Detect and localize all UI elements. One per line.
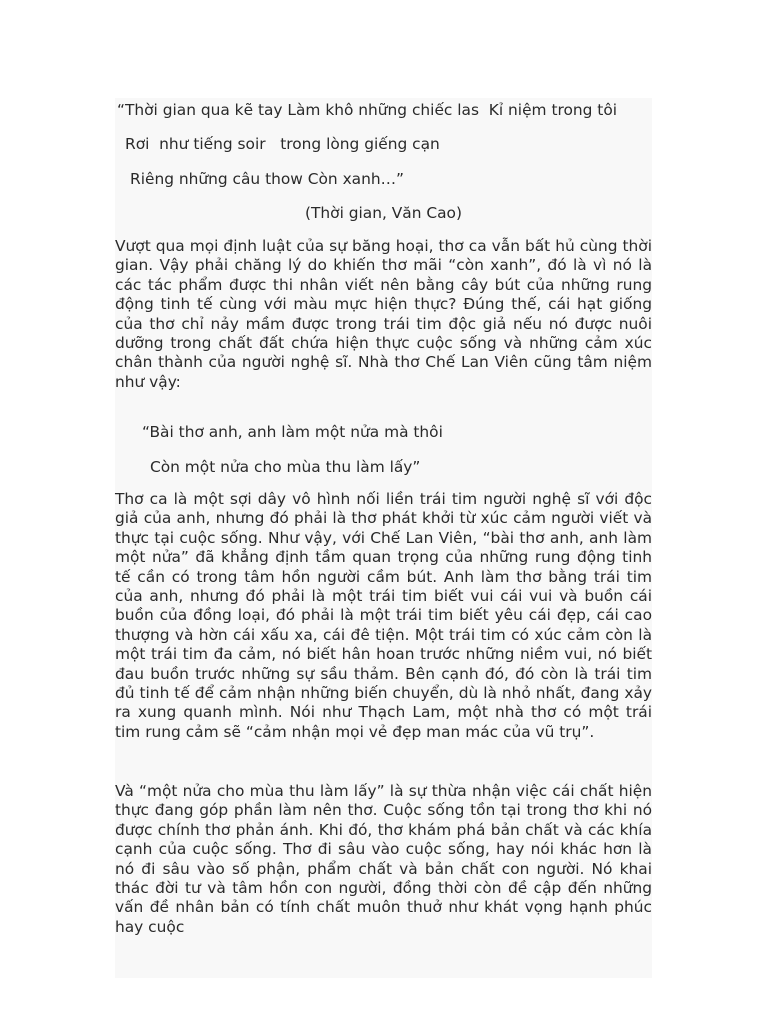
poem-line: Rơi như tiếng soir trong lòng giếng cạn	[125, 135, 440, 153]
body-paragraph: Thơ ca là một sợi dây vô hình nối liền trái tim người nghệ sĩ với độc giả của anh, nhưng đó phải là thơ phát khởi từ xúc cảm người viết và thực tại cuộc sống. Như vậy, với Chế Lan Viên, “bài thơ anh, anh làm một nửa” đã khẳng định tầm quan trọng của những rung động tinh tế cần có trong tâm hồn người cầm bút. Anh làm thơ bằng trái tim của anh, nhưng đó phải là một trái tim biết vui cái vui và buồn cái buồn của đồng loại, đó phải là một trái tim biết yêu cái đẹp, cái cao thượng và hờn cái xấu xa, cái đê tiện. Một trái tim có xúc cảm còn là một trái tim đa cảm, nó biết hân hoan trước những niềm vui, nó biết đau buồn trước những sự sầu thảm. Bên cạnh đó, đó còn là trái tim đủ tinh tế để cảm nhận những biến chuyển, dù là nhỏ nhất, đang xảy ra xung quanh mình. Nói như Thạch Lam, một nhà thơ có một trái tim rung cảm sẽ “cảm nhận mọi vẻ đẹp man mác của vũ trụ”.	[115, 490, 652, 741]
poem-line: “Bài thơ anh, anh làm một nửa mà thôi	[142, 423, 443, 441]
body-paragraph: Và “một nửa cho mùa thu làm lấy” là sự thừa nhận việc cái chất hiện thực đang góp phần làm nên thơ. Cuộc sống tồn tại trong thơ khi nó được chính thơ phản ánh. Khi đó, thơ khám phá bản chất và các khía cạnh của cuộc sống. Thơ đi sâu vào cuộc sống, hay nói khác hơn là nó đi sâu vào số phận, phẩm chất và bản chất con người. Nó khai thác đời tư và tâm hồn con người, đồng thời còn đề cập đến những vấn đề nhân bản có tính chất muôn thuở như khát vọng hạnh phúc hay cuộc	[115, 782, 652, 936]
poem-line: Riêng những câu thow Còn xanh…”	[130, 170, 404, 188]
body-paragraph: Vượt qua mọi định luật của sự băng hoại, thơ ca vẫn bất hủ cùng thời gian. Vậy phải chăng lý do khiến thơ mãi “còn xanh”, đó là vì nó là các tác phẩm được thi nhân viết nên bằng cây bút của những rung động tinh tế cùng với màu mực hiện thực? Đúng thế, cái hạt giống của thơ chỉ nảy mầm được trong trái tim độc giả nếu nó được nuôi dưỡng trong chất đất chứa hiện thực cuộc sống và những cảm xúc chân thành của người nghệ sĩ. Nhà thơ Chế Lan Viên cũng tâm niệm như vậy:	[115, 237, 652, 391]
poem-line: “Thời gian qua kẽ tay Làm khô những chiếc las Kỉ niệm trong tôi	[117, 101, 618, 119]
poem-line: Còn một nửa cho mùa thu làm lấy”	[150, 458, 421, 476]
poem-citation: (Thời gian, Văn Cao)	[305, 204, 462, 222]
document-page	[115, 98, 652, 978]
